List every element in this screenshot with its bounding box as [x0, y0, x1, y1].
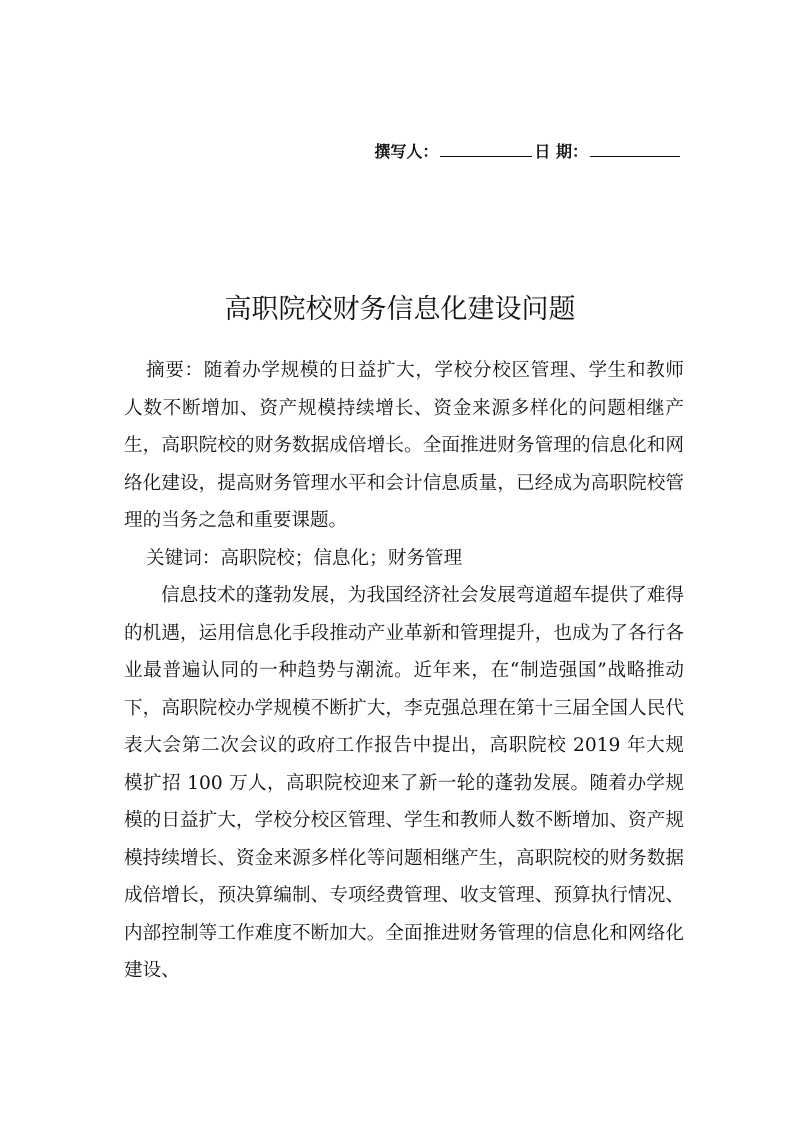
document-body — [124, 352, 684, 990]
document-title: 高职院校财务信息化建设问题 — [224, 294, 576, 325]
author-blank-field — [440, 142, 532, 157]
abstract-paragraph: 摘要：随着办学规模的日益扩大，学校分校区管理、学生和教师人数不断增加、资产规模持续增长、资金来源多样化的问题相继产生，高职院校的财务数据成倍增长。全面推进财务管理的信息化和网络化建设，提高财务管理水平和会计信息质量，已经成为高职院校管理的当务之急和重要课题。 — [124, 360, 684, 531]
keywords-paragraph: 关键词：高职院校；信息化；财务管理 — [146, 547, 463, 569]
author-date-line — [374, 139, 682, 162]
date-blank-field — [590, 142, 680, 157]
body-paragraph: 信息技术的蓬勃发展，为我国经济社会发展弯道超车提供了难得的机遇，运用信息化手段推动产业革新和管理提升，也成为了各行各业最普遍认同的一种趋势与潮流。近年来，在“制造强国”战略推动下，高职院校办学规模不断扩大，李克强总理在第十三届全国人民代表大会第二次会议的政府工作报告中提出，高职院校 2019 年大规模扩招 100 万人，高职院校迎来了新一轮的蓬勃发展。随着办学规模的日益扩大，学校分校区管理、学生和教师人数不断增加、资产规模持续增长、资金来源多样化等问题相继产生，高职院校的财务数据成倍增长，预决算编制、专项经费管理、收支管理、预算执行情况、内部控制等工作难度不断加大。全面推进财务管理的信息化和网络化建设、 — [124, 585, 684, 981]
date-label: 日 期： — [534, 142, 588, 161]
author-label: 撰写人： — [374, 142, 439, 161]
